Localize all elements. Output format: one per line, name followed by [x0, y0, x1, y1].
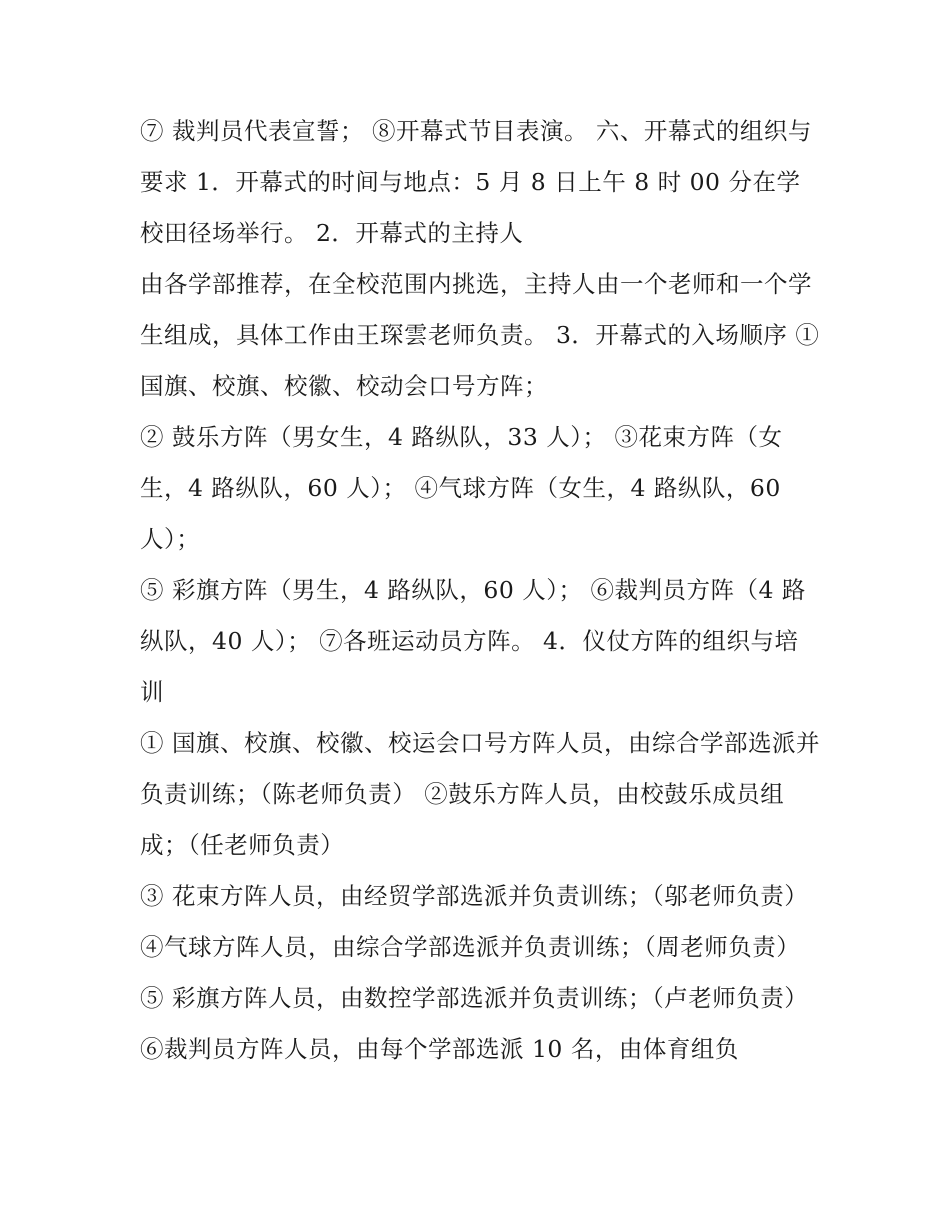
- paragraph-1: ⑦ 裁判员代表宣誓； ⑧开幕式节目表演。 六、开幕式的组织与要求 1．开幕式的时间与地点：5 月 8 日上午 8 时 00 分在学校田径场举行。 2．开幕式的主持人: [140, 117, 812, 247]
- paragraph-5: ① 国旗、校旗、校徽、校运会口号方阵人员，由综合学部选派并负责训练；（陈老师负责） ②鼓乐方阵人员，由校鼓乐成员组成；（任老师负责）: [140, 729, 820, 859]
- paragraph-2: 由各学部推荐，在全校范围内挑选，主持人由一个老师和一个学生组成，具体工作由王琛雲老师负责。 3．开幕式的入场顺序 ①国旗、校旗、校徽、校动会口号方阵；: [140, 270, 820, 400]
- paragraph-6: ③ 花束方阵人员，由经贸学部选派并负责训练；（邬老师负责） ④气球方阵人员，由综合学部选派并负责训练；（周老师负责）: [140, 882, 809, 961]
- paragraph-4: ⑤ 彩旗方阵（男生，4 路纵队，60 人）； ⑥裁判员方阵（4 路纵队，40 人）； ⑦各班运动员方阵。 4．仪仗方阵的组织与培训: [140, 576, 806, 706]
- document-body: [140, 106, 820, 1075]
- paragraph-3: ② 鼓乐方阵（男女生，4 路纵队，33 人）； ③花束方阵（女生，4 路纵队，60 人）； ④气球方阵（女生，4 路纵队，60 人）；: [140, 423, 783, 553]
- paragraph-7: ⑤ 彩旗方阵人员，由数控学部选派并负责训练；（卢老师负责） ⑥裁判员方阵人员，由每个学部选派 10 名，由体育组负: [140, 984, 809, 1063]
